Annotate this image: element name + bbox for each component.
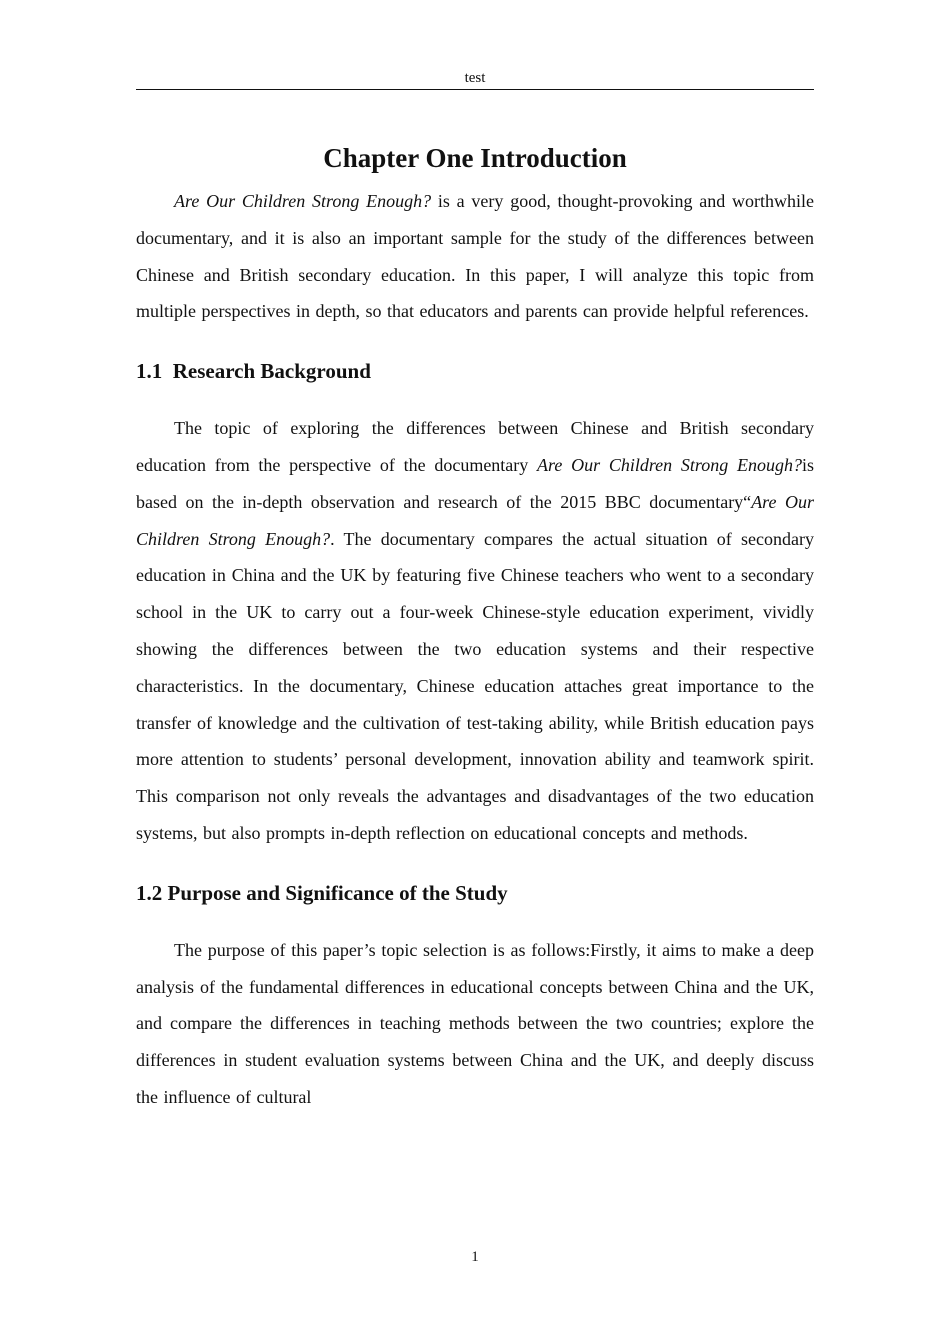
section-heading-research-background: 1.1 Research Background	[136, 359, 371, 384]
page-content	[136, 140, 814, 1116]
intro-paragraph-text: is a very good, thought-provoking and worthwhile documentary, and it is also an important sample for the study of the differences between Chinese and British secondary education. In this paper, I will analyze this topic from multiple perspectives in depth, so that educators and parents can provide helpful references.	[136, 191, 814, 322]
documentary-title-italic: Are Our Children Strong Enough?	[136, 491, 814, 549]
documentary-title-italic: Are Our Children Strong Enough?	[537, 454, 802, 475]
chapter-title: Chapter One Introduction	[323, 143, 627, 173]
section-heading-purpose-significance: 1.2 Purpose and Significance of the Study	[136, 880, 508, 905]
research-background-text-1: The topic of exploring the differences between Chinese and British secondary education from the perspective of the documentary	[136, 418, 814, 475]
intro-paragraph	[136, 183, 814, 330]
research-background-paragraph	[136, 410, 814, 852]
purpose-paragraph: The purpose of this paper’s topic selection is as follows:Firstly, it aims to make a deep analysis of the fundamental differences in educational concepts between China and the UK, and compare the differences in teaching methods between the two countries; explore the differences in student evaluation systems between China and the UK, and deeply discuss the influence of cultural	[136, 939, 814, 1107]
research-background-text-3: . The documentary compares the actual situation of secondary education in China and the UK by featuring five Chinese teachers who went to a secondary school in the UK to carry out a four-week Chinese-style education experiment, vividly showing the differences between the two education systems and their respective characteristics. In the documentary, Chinese education attaches great importance to the transfer of knowledge and the cultivation of test-taking ability, while British education pays more attention to students’ personal development, innovation ability and teamwork spirit. This comparison not only reveals the advantages and disadvantages of the two education systems, but also prompts in-depth reflection on educational concepts and methods.	[136, 528, 815, 843]
running-header: test	[136, 68, 814, 90]
page-number: 1	[471, 1249, 479, 1265]
research-background-text-2: is based on the in-depth observation and research of the 2015 BBC documentary“	[136, 454, 814, 512]
documentary-title-italic: Are Our Children Strong Enough?	[174, 191, 432, 211]
